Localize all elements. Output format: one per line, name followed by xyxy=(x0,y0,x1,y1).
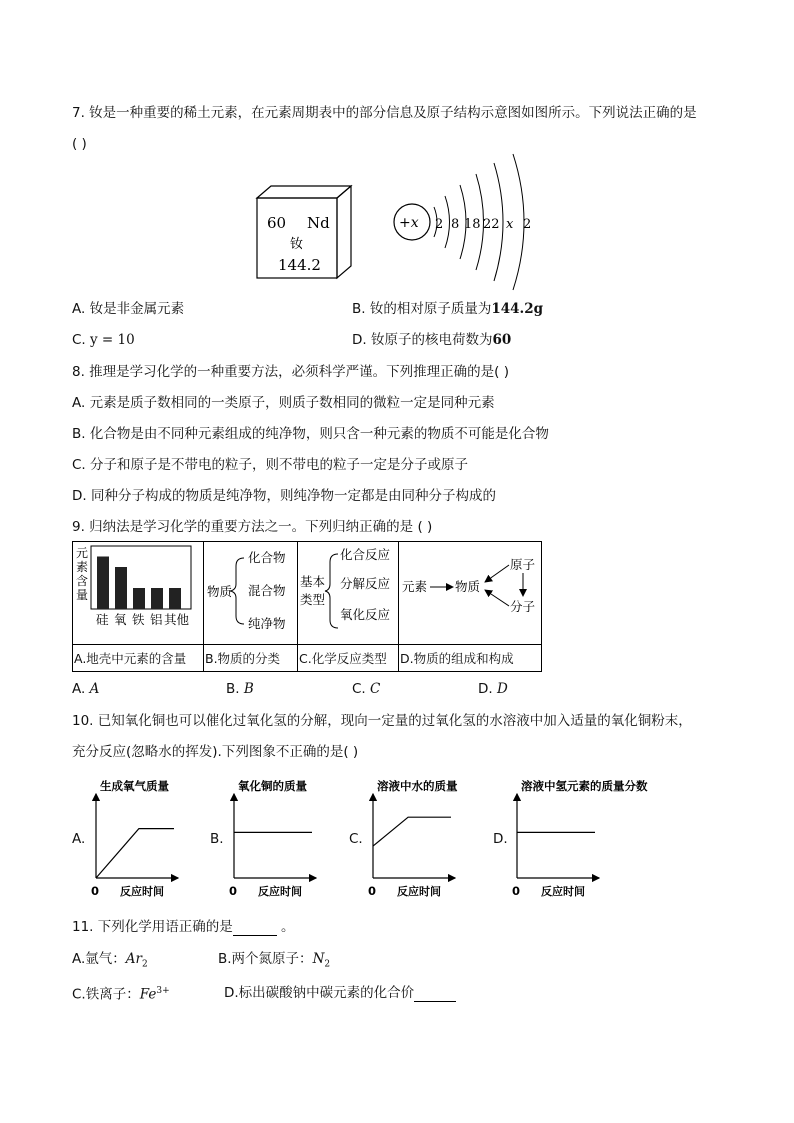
q7-stem: 7. 钕是一种重要的稀土元素，在元素周期表中的部分信息及原子结构示意图如图所示。下列说法正确的是 xyxy=(72,105,697,121)
origin-label: 0 xyxy=(229,884,238,898)
q11-option-a[interactable]: A.氩气：$Ar_2$ xyxy=(72,951,148,970)
bar-其他 xyxy=(169,588,181,609)
node-element: 元素 xyxy=(402,579,428,594)
q9-option-c[interactable]: C. C xyxy=(352,681,381,697)
q9-caption-a: A.地壳中元素的含量 xyxy=(73,645,204,672)
x-axis-label: 反应时间 xyxy=(120,885,164,898)
reaction-type-diagram xyxy=(298,542,398,640)
q8-option-b[interactable]: B. 化合物是由不同种元素组成的纯净物，则只含一种元素的物质不可能是化合物 xyxy=(72,426,549,442)
q8-option-c[interactable]: C. 分子和原子是不带电的粒子，则不带电的粒子一定是分子或原子 xyxy=(72,457,469,473)
q7-answer-bracket: ( ) xyxy=(72,136,87,152)
category-label: 氧 xyxy=(114,612,127,627)
node-molecule: 分子 xyxy=(510,599,536,614)
shell-6: 2 xyxy=(523,217,532,232)
q9-option-d[interactable]: D. D xyxy=(478,681,508,697)
nucleus-charge: +x xyxy=(399,215,419,231)
q9-cell-d xyxy=(399,542,542,645)
ylabel-char: 元 xyxy=(76,546,89,560)
q8-option-a[interactable]: A. 元素是质子数相同的一类原子，则质子数相同的微粒一定是同种元素 xyxy=(72,395,495,411)
q10-stem-line1: 10. 已知氧化铜也可以催化过氧化氢的分解，现向一定量的过氧化氢的水溶液中加入适量的氧化铜粉末， xyxy=(72,713,692,729)
q11-option-b[interactable]: B.两个氮原子：$N_2$ xyxy=(218,951,331,970)
element-number: 60 xyxy=(267,214,287,232)
q9-option-a[interactable]: A. A xyxy=(72,681,100,697)
crust-element-chart xyxy=(73,542,203,640)
q9-caption-d: D.物质的组成和构成 xyxy=(399,645,542,672)
q8-stem: 8. 推理是学习化学的一种重要方法，必须科学严谨。下列推理正确的是( ) xyxy=(72,364,509,380)
q9-caption-c: C.化学反应类型 xyxy=(298,645,399,672)
bar-铝 xyxy=(151,588,163,609)
q7-option-b[interactable]: B. 钕的相对原子质量为144.2g xyxy=(352,301,544,317)
origin-label: 0 xyxy=(368,884,377,898)
q10-option-d[interactable]: D. xyxy=(493,831,508,847)
q10-stem-line2: 充分反应(忽略水的挥发).下列图象不正确的是( ) xyxy=(72,744,359,760)
q10-graph-d xyxy=(511,774,711,902)
shell-4: 22 xyxy=(483,217,500,232)
q9-cell-c xyxy=(298,542,399,645)
q9-cell-a xyxy=(73,542,204,645)
ylabel-char: 素 xyxy=(76,560,89,574)
rxn-item-2: 分解反应 xyxy=(340,576,391,591)
graph-title: 溶液中水的质量 xyxy=(377,779,458,793)
cls-root: 物质 xyxy=(207,584,233,599)
ylabel-char: 含 xyxy=(76,574,89,588)
bar-氧 xyxy=(115,567,127,609)
shell-3: 18 xyxy=(464,217,481,232)
q10-option-b[interactable]: B. xyxy=(210,831,224,847)
x-axis-label: 反应时间 xyxy=(397,885,441,898)
q9-summary-table xyxy=(72,541,542,672)
category-label: 铝 xyxy=(150,612,163,627)
category-label: 铁 xyxy=(132,612,145,627)
node-substance: 物质 xyxy=(455,579,481,594)
origin-label: 0 xyxy=(91,884,100,898)
q11-answer-blank[interactable] xyxy=(233,921,277,936)
q8-option-d[interactable]: D. 同种分子构成的物质是纯净物，则纯净物一定都是由同种分子构成的 xyxy=(72,488,496,504)
cls-item-3: 纯净物 xyxy=(248,616,286,631)
q11-option-c[interactable]: C.铁离子：$Fe^{3+}$ xyxy=(72,986,170,1003)
category-label: 其他 xyxy=(164,612,190,627)
composition-diagram xyxy=(399,542,541,640)
x-axis-label: 反应时间 xyxy=(541,885,585,898)
rxn-item-3: 氧化反应 xyxy=(340,607,391,622)
graph-title: 生成氧气质量 xyxy=(100,779,169,793)
q11-valence-blank[interactable] xyxy=(414,987,456,1002)
bar-铁 xyxy=(133,588,145,609)
q11-option-d[interactable]: D.标出碳酸钠中碳元素的化合价 xyxy=(224,984,456,1002)
shell-1: 2 xyxy=(435,217,444,232)
q10-option-a[interactable]: A. xyxy=(72,831,86,847)
rxn-root-1: 基本 xyxy=(300,574,326,589)
category-label: 硅 xyxy=(96,612,109,627)
q7-atom-structure xyxy=(390,152,540,294)
ylabel-char: 量 xyxy=(76,588,89,602)
graph-title: 溶液中氢元素的质量分数 xyxy=(521,779,648,793)
series-line xyxy=(96,829,174,878)
q7-option-c[interactable]: C. y = 10 xyxy=(72,332,135,348)
q7-option-a[interactable]: A. 钕是非金属元素 xyxy=(72,301,185,317)
q9-cell-b xyxy=(204,542,298,645)
cls-item-1: 化合物 xyxy=(248,550,286,565)
shell-2: 8 xyxy=(451,217,460,232)
q11-stem: 11. 下列化学用语正确的是 。 xyxy=(72,919,295,935)
series-line xyxy=(373,817,451,846)
shell-5: x xyxy=(506,217,514,232)
rxn-root-2: 类型 xyxy=(300,592,326,607)
cls-item-2: 混合物 xyxy=(248,583,286,598)
rxn-item-1: 化合反应 xyxy=(340,547,391,562)
element-mass: 144.2 xyxy=(278,256,321,274)
q7-element-cell xyxy=(255,184,355,280)
q7-option-d[interactable]: D. 钕原子的核电荷数为60 xyxy=(352,332,512,348)
q9-option-b[interactable]: B. B xyxy=(226,681,254,697)
q9-caption-b: B.物质的分类 xyxy=(204,645,298,672)
node-atom: 原子 xyxy=(510,557,536,572)
element-name: 钕 xyxy=(290,237,304,252)
x-axis-label: 反应时间 xyxy=(258,885,302,898)
q10-option-c[interactable]: C. xyxy=(349,831,363,847)
bar-硅 xyxy=(97,557,109,610)
q9-stem: 9. 归纳法是学习化学的重要方法之一。下列归纳正确的是 ( ) xyxy=(72,519,433,535)
element-symbol: Nd xyxy=(307,214,330,232)
graph-title: 氧化铜的质量 xyxy=(238,779,307,793)
classification-diagram xyxy=(204,542,297,640)
origin-label: 0 xyxy=(512,884,521,898)
